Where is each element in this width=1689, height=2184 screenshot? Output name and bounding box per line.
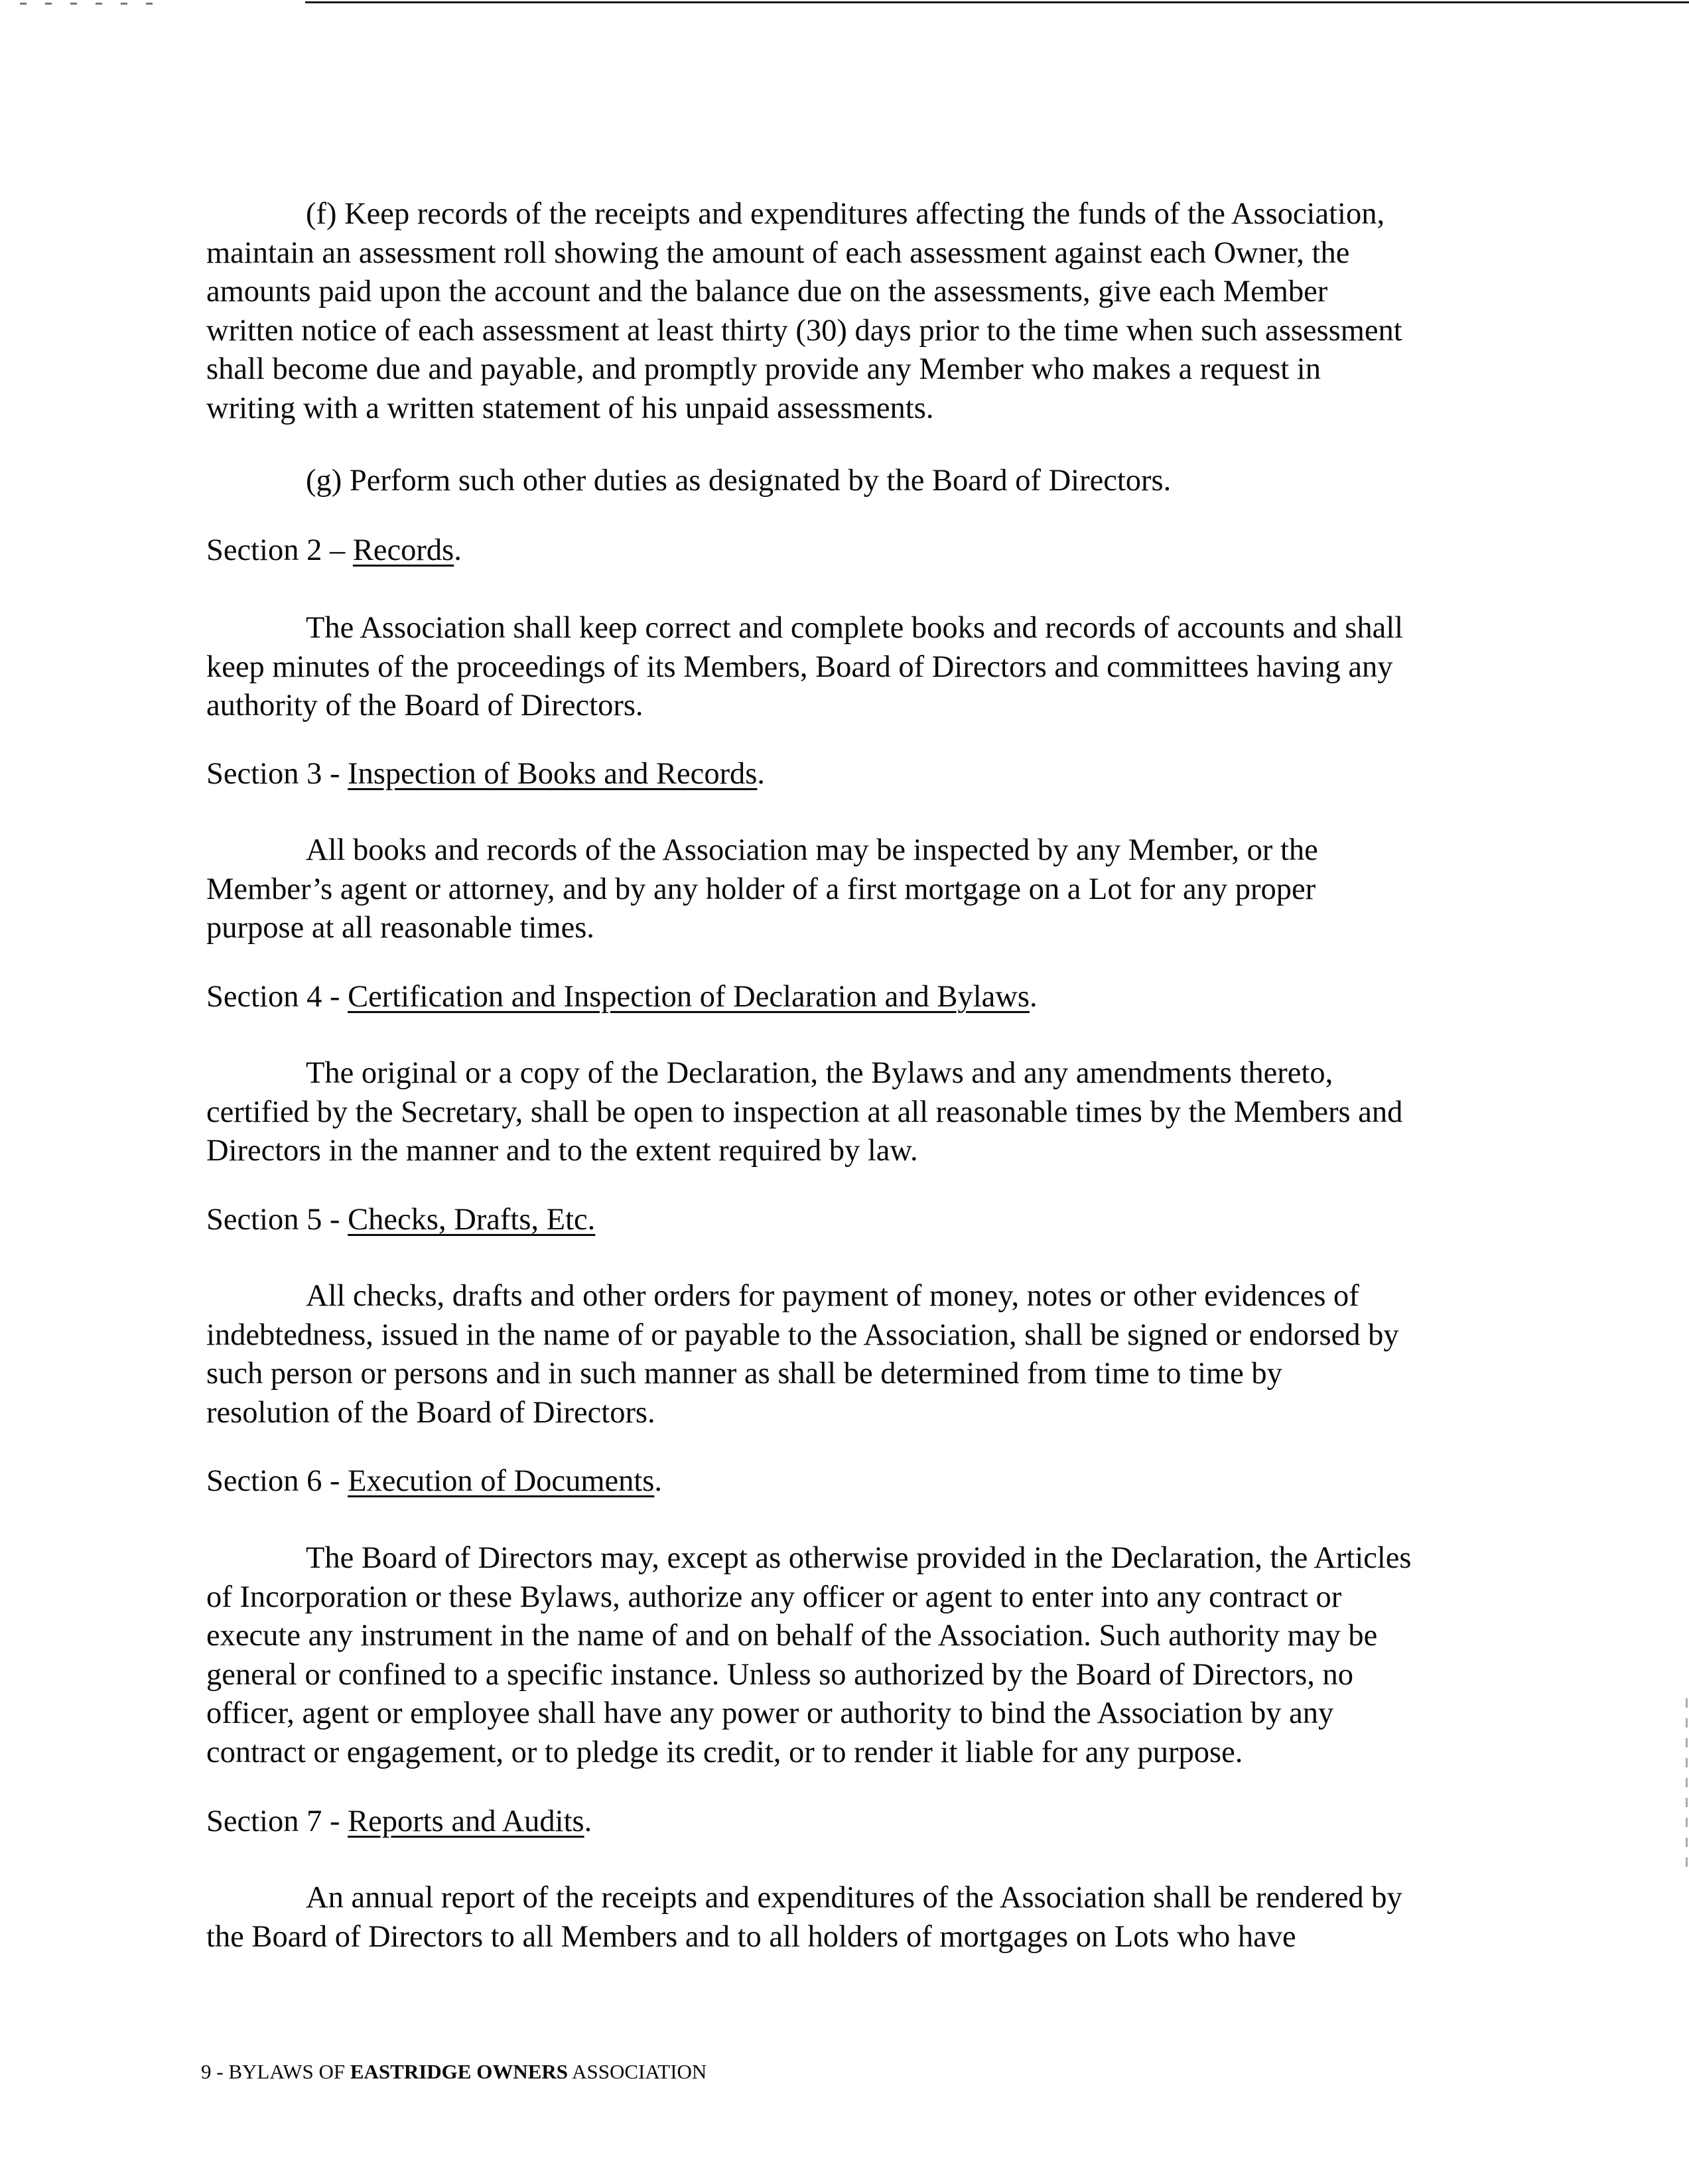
section-7-body xyxy=(206,1879,1501,1956)
section-5-body xyxy=(206,1277,1501,1432)
footer-prefix: 9 - BYLAWS OF xyxy=(201,2060,350,2083)
section-2-body xyxy=(206,609,1501,726)
section-5-body-text: All checks, drafts and other orders for payment of money, notes or other evidences of indebtedness, issued in the name of or payable to the Association, shall be signed or endorsed by such person or persons and in such manner as shall be determined from time to time by resolution of the Board of Directors. xyxy=(206,1279,1399,1430)
section-7-title: Reports and Audits xyxy=(348,1805,584,1838)
footer-bold: EASTRIDGE OWNERS xyxy=(350,2060,569,2083)
section-7-suffix: . xyxy=(584,1805,592,1838)
section-7-heading xyxy=(206,1803,592,1842)
paragraph-f xyxy=(206,195,1501,428)
section-3-body xyxy=(206,831,1501,948)
paragraph-g-text: (g) Perform such other duties as designated by the Board of Directors. xyxy=(306,464,1172,498)
scan-top-rule xyxy=(305,1,1689,3)
section-3-suffix: . xyxy=(757,757,766,791)
section-4-heading xyxy=(206,978,1038,1017)
section-4-title: Certification and Inspection of Declaration and Bylaws xyxy=(348,980,1030,1014)
paragraph-f-text: (f) Keep records of the receipts and expenditures affecting the funds of the Association, maintain an assessment roll showing the amount of each assessment against each Owner, the amounts paid upon the account and the balance due on the assessments, give each Member written notice of each assessment at least thirty (30) days prior to the time when such assessment shall become due and payable, and promptly provide any Member who makes a request in writing with a written statement of his unpaid assessments. xyxy=(206,197,1402,425)
section-5-title: Checks, Drafts, Etc. xyxy=(348,1203,596,1237)
section-6-prefix: Section 6 - xyxy=(206,1464,348,1498)
section-7-body-text: An annual report of the receipts and expenditures of the Association shall be rendered by the Board of Directors to all Members and to all holders of mortgages on Lots who have xyxy=(206,1881,1402,1954)
section-4-body xyxy=(206,1054,1501,1171)
section-3-body-text: All books and records of the Association may be inspected by any Member, or the Member’s agent or attorney, and by any holder of a first mortgage on a Lot for any proper purpose at all reasonable times. xyxy=(206,833,1318,945)
section-5-prefix: Section 5 - xyxy=(206,1203,348,1237)
section-3-title: Inspection of Books and Records xyxy=(348,757,758,791)
section-5-heading xyxy=(206,1201,595,1240)
section-4-body-text: The original or a copy of the Declaration, the Bylaws and any amendments thereto, certified by the Secretary, shall be open to inspection at all reasonable times by the Members and Directors in the manner and to the extent required by law. xyxy=(206,1056,1403,1168)
section-4-prefix: Section 4 - xyxy=(206,980,348,1014)
section-6-body-text: The Board of Directors may, except as otherwise provided in the Declaration, the Articles of Incorporation or these Bylaws, authorize any officer or agent to enter into any contract or execute any instrument in the name of and on behalf of the Association. Such authority may be general or confined to a specific instance. Unless so authorized by the Board of Directors, no officer, agent or employee shall have any power or authority to bind the Association by any contract or engagement, or to pledge its credit, or to render it liable for any purpose. xyxy=(206,1541,1412,1769)
page-footer xyxy=(201,2059,707,2084)
scan-edge-marks xyxy=(20,3,153,5)
section-3-heading xyxy=(206,755,765,794)
section-2-heading xyxy=(206,531,462,571)
section-7-prefix: Section 7 - xyxy=(206,1805,348,1838)
paragraph-g xyxy=(206,462,1501,501)
section-3-prefix: Section 3 - xyxy=(206,757,348,791)
section-6-heading xyxy=(206,1462,662,1501)
scan-right-edge xyxy=(1686,1698,1688,1871)
footer-suffix: ASSOCIATION xyxy=(568,2060,707,2083)
section-2-body-text: The Association shall keep correct and complete books and records of accounts and shall keep minutes of the proceedings of its Members, Board of Directors and committees having any authority of the Board of Directors. xyxy=(206,611,1404,722)
section-6-suffix: . xyxy=(654,1464,663,1498)
section-2-title: Records xyxy=(352,533,454,567)
section-4-suffix: . xyxy=(1029,980,1038,1014)
section-2-suffix: . xyxy=(454,533,462,567)
section-6-body xyxy=(206,1539,1501,1772)
section-2-prefix: Section 2 – xyxy=(206,533,353,567)
section-6-title: Execution of Documents xyxy=(348,1464,655,1498)
